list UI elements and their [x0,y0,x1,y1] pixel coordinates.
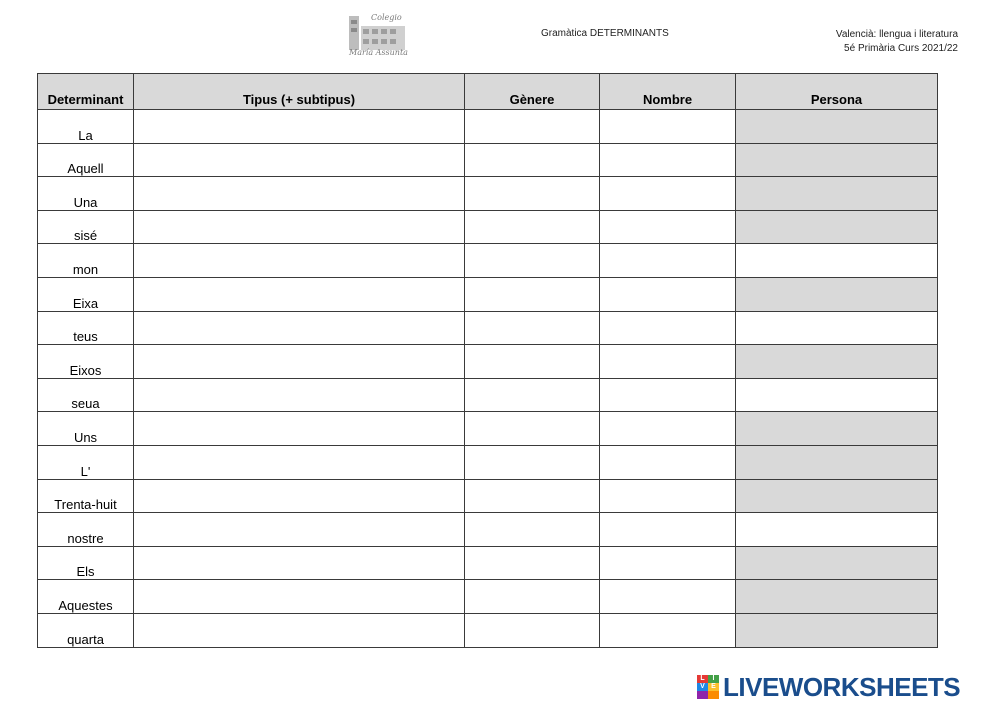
nombre-answer-cell[interactable] [600,479,736,513]
genere-answer-cell[interactable] [465,110,600,144]
logo-text-bottom: María Assunta [349,48,408,57]
table-row [38,143,938,177]
genere-answer-cell[interactable] [465,546,600,580]
table-row [38,479,938,513]
header-info [836,28,958,56]
genere-answer-cell[interactable] [465,143,600,177]
nombre-answer-cell[interactable] [600,378,736,412]
tipus-answer-cell[interactable] [134,177,465,211]
persona-answer-cell [736,546,938,580]
persona-answer-cell [736,177,938,211]
persona-answer-cell [736,345,938,379]
determinant-cell: Eixa [38,277,134,311]
tipus-answer-cell[interactable] [134,378,465,412]
logo-tile [697,691,708,699]
tipus-answer-cell[interactable] [134,210,465,244]
determinant-cell: Eixos [38,345,134,379]
logo-tile [708,691,719,699]
persona-answer-cell [736,613,938,647]
persona-answer-cell [736,445,938,479]
determinant-cell: Una [38,177,134,211]
table-row [38,613,938,647]
determinant-cell: nostre [38,513,134,547]
genere-answer-cell[interactable] [465,277,600,311]
table-row [38,277,938,311]
table-row [38,412,938,446]
genere-answer-cell[interactable] [465,311,600,345]
tipus-answer-cell[interactable] [134,110,465,144]
determinant-cell: mon [38,244,134,278]
genere-answer-cell[interactable] [465,613,600,647]
persona-answer-cell [736,143,938,177]
table-row [38,244,938,278]
table-header-row [38,74,938,110]
genere-answer-cell[interactable] [465,244,600,278]
genere-answer-cell[interactable] [465,412,600,446]
liveworksheets-logo-icon [697,675,719,699]
table-row [38,110,938,144]
worksheet-title: Gramàtica DETERMINANTS [541,28,669,39]
table-row [38,513,938,547]
column-header-persona: Persona [736,74,938,110]
nombre-answer-cell[interactable] [600,445,736,479]
column-header-determinant: Determinant [38,74,134,110]
school-logo [347,12,409,58]
determinant-cell: quarta [38,613,134,647]
logo-tile: E [708,683,719,691]
nombre-answer-cell[interactable] [600,277,736,311]
determinant-cell: teus [38,311,134,345]
tipus-answer-cell[interactable] [134,244,465,278]
tipus-answer-cell[interactable] [134,546,465,580]
tipus-answer-cell[interactable] [134,277,465,311]
determinant-cell: La [38,110,134,144]
column-header-genere: Gènere [465,74,600,110]
determinant-cell: Els [38,546,134,580]
persona-answer-cell[interactable] [736,244,938,278]
genere-answer-cell[interactable] [465,177,600,211]
persona-answer-cell [736,277,938,311]
liveworksheets-wordmark: LIVEWORKSHEETS [723,671,961,702]
nombre-answer-cell[interactable] [600,143,736,177]
table-row [38,177,938,211]
tipus-answer-cell[interactable] [134,580,465,614]
persona-answer-cell[interactable] [736,311,938,345]
nombre-answer-cell[interactable] [600,177,736,211]
persona-answer-cell[interactable] [736,378,938,412]
determinant-cell: Aquestes [38,580,134,614]
persona-answer-cell[interactable] [736,513,938,547]
tipus-answer-cell[interactable] [134,412,465,446]
determinant-cell: Aquell [38,143,134,177]
column-header-nombre: Nombre [600,74,736,110]
tipus-answer-cell[interactable] [134,613,465,647]
logo-tile: V [697,683,708,691]
tipus-answer-cell[interactable] [134,479,465,513]
persona-answer-cell [736,479,938,513]
persona-answer-cell [736,210,938,244]
determinant-cell: L' [38,445,134,479]
tipus-answer-cell[interactable] [134,311,465,345]
table-row [38,378,938,412]
genere-answer-cell[interactable] [465,210,600,244]
logo-text-top: Colegio [371,13,402,22]
logo-tile: I [708,675,719,683]
column-header-tipus: Tipus (+ subtipus) [134,74,465,110]
nombre-answer-cell[interactable] [600,244,736,278]
determinant-cell: sisé [38,210,134,244]
nombre-answer-cell[interactable] [600,546,736,580]
table-row [38,445,938,479]
determinant-cell: Uns [38,412,134,446]
determinant-cell: Trenta-huit [38,479,134,513]
genere-answer-cell[interactable] [465,479,600,513]
course-label: 5é Primària Curs 2021/22 [844,43,958,54]
logo-tile: L [697,675,708,683]
genere-answer-cell[interactable] [465,378,600,412]
genere-answer-cell[interactable] [465,580,600,614]
tipus-answer-cell[interactable] [134,143,465,177]
persona-answer-cell [736,412,938,446]
determinants-table [37,73,938,648]
tipus-answer-cell[interactable] [134,345,465,379]
nombre-answer-cell[interactable] [600,110,736,144]
tipus-answer-cell[interactable] [134,513,465,547]
table-row [38,210,938,244]
table-row [38,311,938,345]
nombre-answer-cell[interactable] [600,311,736,345]
nombre-answer-cell[interactable] [600,613,736,647]
nombre-answer-cell[interactable] [600,412,736,446]
nombre-answer-cell[interactable] [600,210,736,244]
table-row [38,546,938,580]
table-row [38,345,938,379]
genere-answer-cell[interactable] [465,345,600,379]
nombre-answer-cell[interactable] [600,513,736,547]
genere-answer-cell[interactable] [465,513,600,547]
liveworksheets-brand [697,672,960,702]
subject-label: Valencià: llengua i literatura [835,29,958,40]
nombre-answer-cell[interactable] [600,345,736,379]
persona-answer-cell [736,580,938,614]
genere-answer-cell[interactable] [465,445,600,479]
nombre-answer-cell[interactable] [600,580,736,614]
persona-answer-cell [736,110,938,144]
tipus-answer-cell[interactable] [134,445,465,479]
determinant-cell: seua [38,378,134,412]
table-row [38,580,938,614]
